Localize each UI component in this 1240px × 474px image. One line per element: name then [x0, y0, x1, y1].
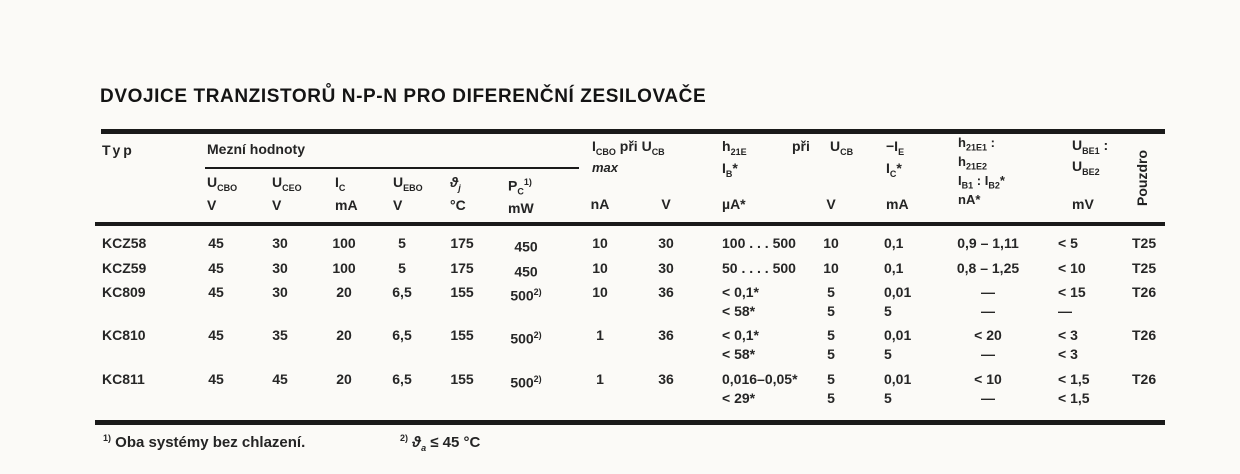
footnote-marker: 1)	[103, 433, 112, 443]
cell-typ: KCZ59	[102, 260, 147, 276]
cell-h21-ratio	[928, 259, 1048, 278]
cell-ucb2	[814, 283, 848, 321]
unit-ucb: V	[661, 196, 671, 212]
cell-pc	[496, 370, 556, 393]
asterisk: *	[732, 159, 738, 176]
column-header-ie	[886, 138, 904, 182]
unit-icbo: nA	[590, 196, 610, 212]
limits-group-underline	[205, 167, 579, 169]
column-header-ube-ratio	[1072, 138, 1108, 180]
cell-theta: 155	[450, 284, 474, 300]
cell-uceo: 30	[272, 235, 288, 251]
line1: 5	[827, 284, 835, 300]
line1: < 10	[1058, 260, 1086, 276]
column-header-typ: Typ	[102, 142, 135, 158]
line1: < 10	[974, 371, 1002, 387]
line1: 0,016–0,05*	[722, 371, 798, 387]
column-header-h21e	[722, 138, 747, 182]
cell-pouzdro: T25	[1132, 260, 1157, 276]
subscript: CBO	[217, 182, 238, 193]
text: při	[615, 138, 642, 154]
symbol: I	[335, 174, 339, 190]
symbol: P	[508, 177, 518, 194]
subscript: BE1	[1082, 145, 1100, 156]
cell-uceo: 30	[272, 284, 288, 300]
line1: < 1,5	[1058, 371, 1090, 387]
cell-ucb1: 36	[658, 284, 674, 300]
footnote-marker: 2)	[400, 433, 409, 443]
symbol: h	[958, 135, 966, 150]
unit: V	[272, 196, 282, 213]
cell-icbo: 10	[592, 284, 608, 300]
unit-ie: mA	[886, 196, 909, 212]
line1: 0,1	[884, 235, 904, 251]
table-row-kc811	[0, 370, 1240, 412]
footnote-text: Oba systémy bez chlazení.	[111, 434, 306, 451]
table-top-rule	[101, 129, 1165, 134]
line1: < 0,1*	[722, 327, 759, 343]
symbol: U	[830, 138, 841, 154]
cell-h21e	[722, 370, 798, 408]
symbol: h	[722, 138, 731, 154]
header-bottom-rule	[95, 222, 1165, 226]
cell-ucbo: 45	[208, 371, 224, 387]
value: 450	[514, 263, 538, 280]
pri-label: při	[792, 138, 810, 154]
line2: —	[1058, 303, 1072, 319]
cell-h21e	[722, 234, 796, 253]
column-header-uebo	[393, 174, 423, 214]
cell-ube	[1058, 259, 1122, 278]
cell-ube	[1058, 326, 1122, 364]
column-header-icbo	[592, 138, 665, 176]
column-group-limits: Mezní hodnoty	[207, 141, 305, 157]
symbol: I	[984, 173, 989, 189]
column-header-h21-ratio	[958, 136, 1005, 208]
cell-icbo: 10	[592, 235, 608, 251]
subscript: CEO	[282, 182, 302, 193]
cell-ube	[1058, 370, 1122, 408]
cell-h21e	[722, 259, 796, 278]
cell-typ: KCZ58	[102, 235, 147, 251]
subscript: 21E	[730, 146, 747, 157]
line2: 5	[884, 390, 892, 406]
unit: nA*	[958, 192, 981, 208]
line1: 100 . . . 500	[722, 235, 796, 251]
line1: < 0,1*	[722, 284, 759, 300]
line1: 0,1	[884, 260, 904, 276]
symbol: h	[958, 154, 966, 170]
line1: 10	[823, 260, 839, 276]
column-header-pouzdro: Pouzdro	[1134, 150, 1150, 206]
line1: < 3	[1058, 327, 1078, 343]
line1: 50 . . . . 500	[722, 260, 796, 276]
text: :	[973, 173, 985, 189]
footnote-2	[400, 433, 480, 453]
cell-ucb1: 30	[658, 260, 674, 276]
cell-pc	[496, 259, 556, 282]
value: 500	[510, 330, 534, 347]
cell-ucb1: 36	[658, 371, 674, 387]
column-header-ucbo	[207, 174, 237, 214]
line2: 5	[884, 303, 892, 319]
cell-ucb2	[814, 234, 848, 253]
symbol: I	[592, 138, 596, 154]
line2: —	[981, 303, 995, 319]
cell-pc	[496, 234, 556, 257]
asterisk: *	[999, 173, 1005, 189]
line1: 0,9 – 1,11	[957, 235, 1019, 251]
cell-ucb1: 30	[658, 235, 674, 251]
symbol: U	[393, 174, 404, 190]
line1: < 15	[1058, 284, 1086, 300]
line2: < 3	[1058, 346, 1078, 362]
line1: —	[981, 284, 995, 300]
cell-ube	[1058, 283, 1122, 321]
cell-uebo: 6,5	[392, 327, 412, 343]
line1: 0,01	[884, 284, 912, 300]
subscript: B1	[961, 180, 974, 191]
cell-theta: 155	[450, 327, 474, 343]
text: :	[986, 135, 995, 150]
line2: < 29*	[722, 390, 756, 406]
symbol: U	[641, 138, 652, 154]
table-row-kc810	[0, 326, 1240, 368]
line2: 5	[827, 390, 835, 406]
line1: 0,8 – 1,25	[956, 260, 1020, 276]
subscript: 21E2	[965, 161, 987, 172]
cell-ucbo: 45	[208, 284, 224, 300]
symbol: I	[722, 159, 726, 176]
symbol: −I	[886, 138, 899, 154]
subscript: j	[458, 182, 461, 193]
symbol: U	[272, 174, 283, 190]
value: 500	[510, 374, 534, 391]
line1: 10	[823, 235, 839, 251]
cell-ic: 100	[332, 235, 356, 251]
unit: V	[393, 196, 403, 213]
footnote-marker: 2)	[533, 374, 542, 384]
page-title: DVOJICE TRANZISTORŮ N-P-N PRO DIFERENČNÍ ZESILOVAČE	[100, 86, 707, 107]
text: :	[1099, 137, 1109, 153]
line1: 0,01	[884, 327, 912, 343]
cell-ic: 20	[336, 327, 352, 343]
unit: mW	[508, 200, 534, 217]
cell-icbo: 10	[592, 260, 608, 276]
column-header-theta-j	[450, 174, 466, 214]
cell-h21-ratio	[928, 234, 1048, 253]
subscript: CB	[840, 146, 854, 157]
cell-theta: 175	[450, 260, 474, 276]
symbol: U	[1072, 157, 1083, 174]
unit-ube: mV	[1072, 196, 1094, 212]
line2: < 1,5	[1058, 390, 1090, 406]
subscript: CBO	[595, 146, 616, 157]
value: 450	[514, 238, 538, 255]
cell-icbo: 1	[596, 327, 604, 343]
table-bottom-rule	[95, 420, 1165, 425]
line1: 5	[827, 371, 835, 387]
cell-icbo: 1	[596, 371, 604, 387]
footnote-marker: 2)	[533, 330, 542, 340]
column-header-ucb2	[830, 138, 853, 157]
footnote-text: ≤ 45 °C	[426, 434, 481, 451]
unit: V	[207, 196, 217, 213]
cell-pouzdro: T25	[1132, 235, 1157, 251]
cell-h21e	[722, 326, 759, 364]
cell-theta: 155	[450, 371, 474, 387]
subscript: CB	[651, 146, 665, 157]
column-header-ic	[335, 174, 358, 214]
symbol: ϑ	[450, 174, 459, 190]
unit-ucb2: V	[826, 196, 836, 212]
unit-h21e: µA*	[722, 196, 746, 212]
subscript: BE2	[1082, 166, 1100, 177]
symbol: U	[1072, 137, 1083, 153]
cell-uebo: 5	[398, 235, 406, 251]
line2: 5	[827, 346, 835, 362]
cell-ic: 20	[336, 284, 352, 300]
line2: < 58*	[722, 346, 756, 362]
symbol: I	[886, 159, 890, 176]
cell-uebo: 5	[398, 260, 406, 276]
cell-ube	[1058, 234, 1122, 253]
line2: 5	[827, 303, 835, 319]
footnote-marker: 2)	[533, 287, 542, 297]
cell-h21e	[722, 283, 759, 321]
cell-pc	[496, 326, 556, 349]
cell-ucb2	[814, 326, 848, 364]
cell-uebo: 6,5	[392, 284, 412, 300]
cell-uceo: 45	[272, 371, 288, 387]
footnote-marker: 1)	[523, 177, 532, 187]
subscript: 21E1	[965, 142, 987, 153]
symbol: U	[207, 174, 218, 190]
subscript: B	[725, 168, 733, 179]
unit: °C	[450, 196, 466, 213]
symbol: I	[958, 173, 962, 189]
cell-uceo: 30	[272, 260, 288, 276]
line2: —	[981, 346, 995, 362]
line2: < 58*	[722, 303, 756, 319]
table-row-kc809	[0, 283, 1240, 325]
subscript: C	[338, 182, 346, 193]
cell-ucbo: 45	[208, 260, 224, 276]
cell-typ: KC811	[102, 371, 145, 387]
unit: mA	[335, 196, 358, 213]
cell-ic: 20	[336, 371, 352, 387]
line2: 5	[884, 346, 892, 362]
line2: —	[981, 390, 995, 406]
cell-typ: KC810	[102, 327, 146, 343]
value: 500	[510, 287, 534, 304]
cell-uebo: 6,5	[392, 371, 412, 387]
cell-typ: KC809	[102, 284, 146, 300]
cell-ucbo: 45	[208, 235, 224, 251]
line1: < 20	[974, 327, 1002, 343]
subscript: C	[889, 168, 897, 179]
subscript: C	[517, 186, 524, 197]
line1: < 5	[1058, 235, 1078, 251]
cell-ucb1: 36	[658, 327, 674, 343]
cell-ucb2	[814, 370, 848, 408]
cell-h21-ratio	[928, 283, 1048, 321]
subscript: EBO	[403, 182, 423, 193]
cell-pouzdro: T26	[1132, 327, 1157, 343]
theta-symbol: ϑ	[408, 434, 422, 451]
line1: 5	[827, 327, 835, 343]
max-label: max	[592, 159, 619, 175]
footnote-1	[103, 433, 305, 451]
subscript: B2	[988, 180, 1000, 191]
cell-ucb2	[814, 259, 848, 278]
line1: 0,01	[884, 371, 912, 387]
cell-theta: 175	[450, 235, 474, 251]
column-header-uceo	[272, 174, 302, 214]
cell-h21-ratio	[928, 370, 1048, 408]
cell-ic: 100	[332, 260, 356, 276]
asterisk: *	[896, 159, 902, 176]
subscript: E	[898, 146, 905, 157]
cell-pc	[496, 283, 556, 306]
cell-h21-ratio	[928, 326, 1048, 364]
column-header-pc	[508, 174, 534, 217]
subscript: a	[421, 443, 427, 453]
cell-pouzdro: T26	[1132, 284, 1157, 300]
cell-pouzdro: T26	[1132, 371, 1157, 387]
cell-uceo: 35	[272, 327, 288, 343]
cell-ucbo: 45	[208, 327, 224, 343]
